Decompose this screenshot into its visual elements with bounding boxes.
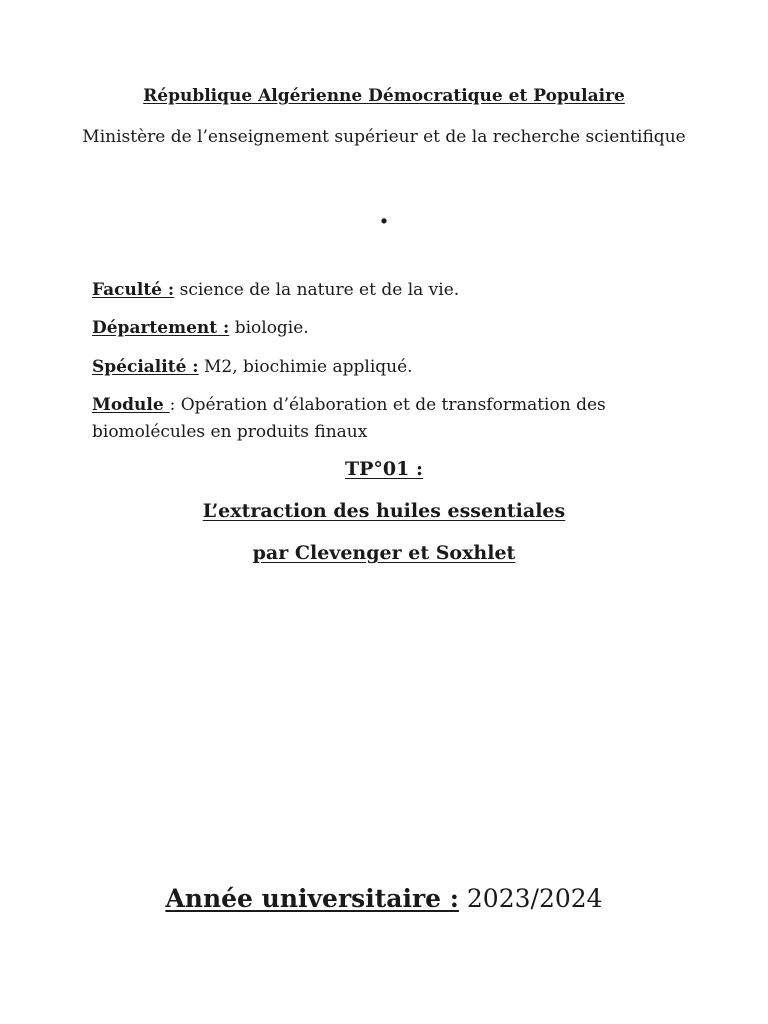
tp-title-line-1: L’extraction des huiles essentiales xyxy=(202,500,566,522)
module-line xyxy=(92,392,652,446)
module-value: : Opération d’élaboration et de transformation des biomolécules en produits finaux xyxy=(92,395,606,442)
module-label: Module xyxy=(92,395,170,415)
faculty-line xyxy=(92,277,652,304)
ministry-heading: Ministère de l’enseignement supérieur et de la recherche scientifique xyxy=(82,127,686,147)
academic-year-label: Année universitaire : xyxy=(165,884,459,913)
specialty-line xyxy=(92,354,652,381)
academic-year-value: 2023/2024 xyxy=(458,884,603,913)
tp-number: TP°01 : xyxy=(345,458,423,480)
republic-heading: République Algérienne Démocratique et Populaire xyxy=(143,86,625,106)
tp-title-line-2: par Clevenger et Soxhlet xyxy=(252,542,516,564)
faculty-value: science de la nature et de la vie. xyxy=(174,280,460,300)
department-line xyxy=(92,315,652,342)
specialty-value: M2, biochimie appliqué. xyxy=(198,357,413,377)
specialty-label: Spécialité : xyxy=(92,357,199,377)
faculty-label: Faculté : xyxy=(92,280,175,300)
department-value: biologie. xyxy=(229,318,309,338)
department-label: Département : xyxy=(92,318,230,338)
separator-dot: . xyxy=(379,197,389,230)
academic-year xyxy=(0,884,768,913)
